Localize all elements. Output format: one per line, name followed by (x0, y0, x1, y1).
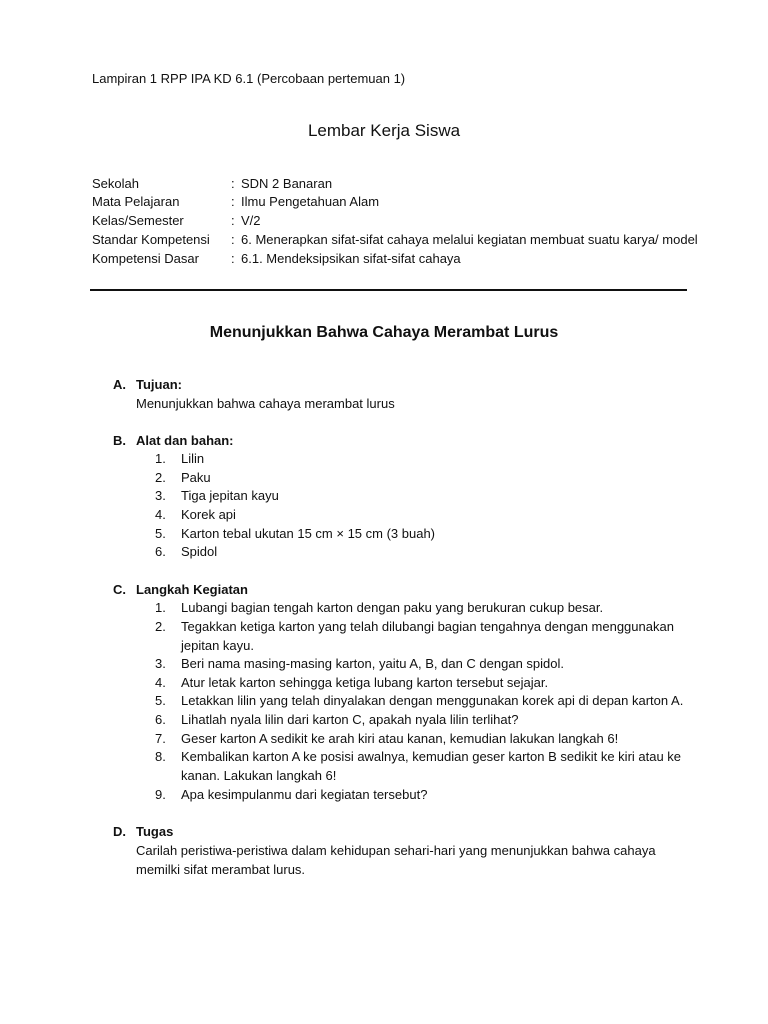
material-item: Lilin (181, 451, 205, 466)
list-item-number: 4. (155, 675, 166, 690)
section-d-text-line1: Carilah peristiwa-peristiwa dalam kehidupan sehari-hari yang menunjukkan bahwa cahaya (136, 843, 656, 858)
list-item-number: 5. (155, 526, 166, 541)
list-item-number: 3. (155, 488, 166, 503)
info-value-mata-pelajaran: Ilmu Pengetahuan Alam (241, 194, 380, 209)
section-a-title: Tujuan: (136, 377, 182, 392)
step-item: Tegakkan ketiga karton yang telah dilubangi bagian tengahnya dengan menggunakan (181, 619, 674, 634)
step-item-continuation: jepitan kayu. (181, 638, 254, 653)
list-item-number: 1. (155, 600, 166, 615)
list-item-number: 2. (155, 470, 166, 485)
list-item-number: 5. (155, 693, 166, 708)
info-colon: : (231, 194, 235, 209)
list-item-number: 7. (155, 731, 166, 746)
list-item-number: 3. (155, 656, 166, 671)
step-item-continuation: kanan. Lakukan langkah 6! (181, 768, 337, 783)
list-item-number: 6. (155, 712, 166, 727)
info-value-sekolah: SDN 2 Banaran (241, 176, 333, 191)
step-item: Letakkan lilin yang telah dinyalakan dengan menggunakan korek api di depan karton A. (181, 693, 684, 708)
step-item: Atur letak karton sehingga ketiga lubang karton tersebut sejajar. (181, 675, 549, 690)
list-item-number: 2. (155, 619, 166, 634)
step-item: Lubangi bagian tengah karton dengan paku yang berukuran cukup besar. (181, 600, 604, 615)
worksheet-subtitle: Menunjukkan Bahwa Cahaya Merambat Lurus (209, 324, 559, 341)
step-item: Apa kesimpulanmu dari kegiatan tersebut? (181, 787, 428, 802)
section-d-title: Tugas (136, 824, 174, 839)
section-b-title: Alat dan bahan: (136, 433, 234, 448)
section-b-letter: B. (113, 433, 126, 448)
info-label-sekolah: Sekolah (92, 176, 139, 191)
info-colon: : (231, 251, 235, 266)
list-item-number: 1. (155, 451, 166, 466)
info-label-standar-kompetensi: Standar Kompetensi (92, 232, 210, 247)
section-c-title: Langkah Kegiatan (136, 582, 248, 597)
info-label-mata-pelajaran: Mata Pelajaran (92, 194, 180, 209)
section-a-text: Menunjukkan bahwa cahaya merambat lurus (136, 396, 395, 411)
section-a-letter: A. (113, 377, 126, 392)
horizontal-rule (90, 289, 687, 291)
material-item: Spidol (181, 544, 218, 559)
info-value-kompetensi-dasar: 6.1. Mendeksipsikan sifat-sifat cahaya (241, 251, 461, 266)
material-item: Paku (181, 470, 211, 485)
info-label-kompetensi-dasar: Kompetensi Dasar (92, 251, 199, 266)
list-item-number: 9. (155, 787, 166, 802)
material-item: Tiga jepitan kayu (181, 488, 279, 503)
step-item: Geser karton A sedikit ke arah kiri atau kanan, kemudian lakukan langkah 6! (181, 731, 619, 746)
material-item: Karton tebal ukutan 15 cm × 15 cm (3 buah) (181, 526, 436, 541)
info-colon: : (231, 232, 235, 247)
list-item-number: 6. (155, 544, 166, 559)
page-title: Lembar Kerja Siswa (307, 121, 461, 140)
list-item-number: 4. (155, 507, 166, 522)
step-item: Beri nama masing-masing karton, yaitu A, B, dan C dengan spidol. (181, 656, 564, 671)
material-item: Korek api (181, 507, 236, 522)
info-label-kelas-semester: Kelas/Semester (92, 213, 184, 228)
info-value-kelas-semester: V/2 (241, 213, 261, 228)
info-colon: : (231, 176, 235, 191)
step-item: Lihatlah nyala lilin dari karton C, apakah nyala lilin terlihat? (181, 712, 519, 727)
info-value-standar-kompetensi: 6. Menerapkan sifat-sifat cahaya melalui kegiatan membuat suatu karya/ model (241, 232, 698, 247)
section-d-text-line2: memilki sifat merambat lurus. (136, 862, 306, 877)
attachment-header: Lampiran 1 RPP IPA KD 6.1 (Percobaan pertemuan 1) (92, 71, 406, 86)
section-c-letter: C. (113, 582, 126, 597)
section-d-letter: D. (113, 824, 126, 839)
info-colon: : (231, 213, 235, 228)
list-item-number: 8. (155, 749, 166, 764)
step-item: Kembalikan karton A ke posisi awalnya, kemudian geser karton B sedikit ke kiri atau ke (181, 749, 682, 764)
